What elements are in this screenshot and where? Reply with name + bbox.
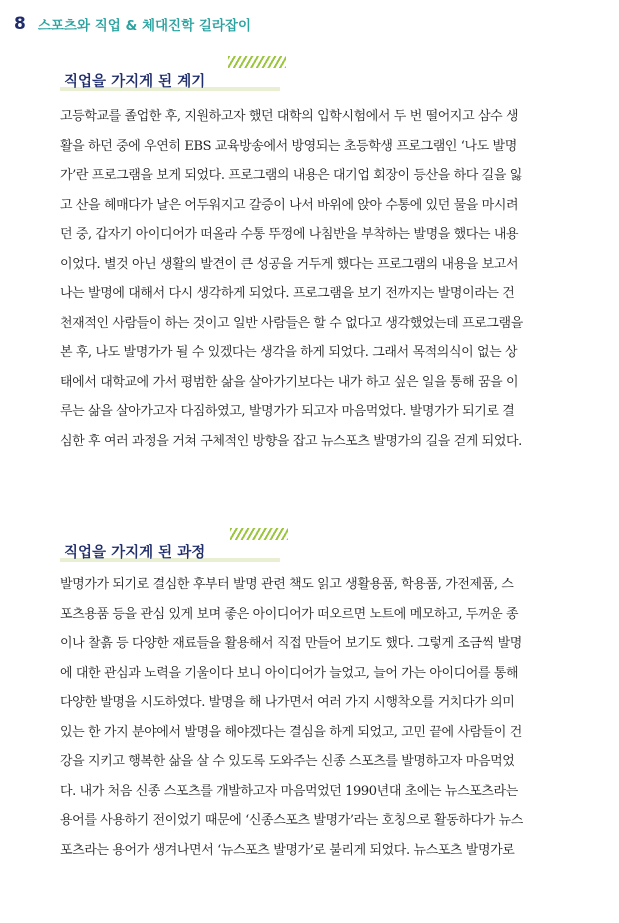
body-line: 다양한 발명을 시도하였다. 발명을 해 나가면서 여러 가지 시행착오를 거치다가 의미 [60,695,515,710]
body-line: 에 대한 관심과 노력을 기울이다 보니 아이디어가 늘었고, 늘어 가는 아이디어를 통해 [60,665,519,681]
body-line: 있는 한 가지 분야에서 발명을 해야겠다는 결심을 하게 되었고, 고민 끝에 사람들이 건 [60,724,522,740]
body-line: 나는 발명에 대해서 다시 생각하게 되었다. 프로그램을 보기 전까지는 발명이라는 건 [60,286,515,301]
body-line: 활을 하던 중에 우연히 EBS 교육방송에서 방영되는 초등학생 프로그램인 ‘나도 발명 [60,138,517,154]
body-line: 루는 삶을 살아가고자 다짐하였고, 발명가가 되고자 마음먹었다. 발명가가 되기로 결 [60,404,515,419]
body-line: 고 산을 헤매다가 날은 어두워지고 갈증이 나서 바위에 앉아 수통에 있던 물을 마시려 [60,197,519,213]
body-line: 이었다. 별것 아닌 생활의 발견이 큰 성공을 거두게 했다는 프로그램의 내용을 보고서 [60,256,519,272]
body-line: 본 후, 나도 발명가가 될 수 있겠다는 생각을 하게 되었다. 그래서 목적의식이 없는 상 [60,345,518,360]
body-line: 발명가가 되기로 결심한 후부터 발명 관련 책도 읽고 생활용품, 학용품, 가전제품, 스 [60,577,514,592]
body-line: 포츠라는 용어가 생겨나면서 ‘뉴스포츠 발명가’로 불리게 되었다. 뉴스포츠 발명가로 [60,842,515,858]
body-line: 강을 지키고 행복한 삶을 살 수 있도록 도와주는 신종 스포츠를 발명하고자 마음먹었 [60,754,515,769]
body-line: 던 중, 갑자기 아이디어가 떠올라 수통 뚜껑에 나침반을 부착하는 발명을 했다는 내용 [60,227,519,242]
running-title: 스포츠와 직업 & 체대진학 길라잡이 [37,18,251,34]
stripe-decoration [230,528,288,540]
body-line: 가’란 프로그램을 보게 되었다. 프로그램의 내용은 대기업 회장이 등산을 하다 길을 잃 [60,168,522,183]
body-line: 포츠용품 등을 관심 있게 보며 좋은 아이디어가 떠오르면 노트에 메모하고, 두꺼운 종 [60,606,519,622]
section-how-i-started [60,56,609,506]
body-line: 용어를 사용하기 전이었기 때문에 ‘신종스포츠 발명가’라는 호칭으로 활동하다가 뉴스 [60,813,523,828]
body-line: 천재적인 사람들이 하는 것이고 일반 사람들은 할 수 없다고 생각했었는데 프로그램을 [60,315,523,331]
stripe-decoration [228,56,286,68]
section-title: 직업을 가지게 된 과정 [64,545,206,561]
running-header [14,14,251,34]
body-line: 고등학교를 졸업한 후, 지원하고자 했던 대학의 입학시험에서 두 번 떨어지고 삼수 생 [60,109,519,124]
body-line: 다. 내가 처음 신종 스포츠를 개발하고자 마음먹었던 1990년대 초에는 뉴스포츠라는 [60,783,518,799]
body-line: 태에서 대학교에 가서 평범한 삶을 살아가기보다는 내가 하고 싶은 일을 통해 꿈을 이 [60,374,519,390]
body-line: 심한 후 여러 과정을 거쳐 구체적인 방향을 잡고 뉴스포츠 발명가의 길을 걷게 되었다. [60,433,522,449]
page-number: 8 [14,14,26,34]
section-process [60,528,609,923]
section-title: 직업을 가지게 된 계기 [64,74,206,90]
body-line: 이나 찰흙 등 다양한 재료들을 활용해서 직접 만들어 보기도 했다. 그렇게 조금씩 발명 [60,636,522,651]
